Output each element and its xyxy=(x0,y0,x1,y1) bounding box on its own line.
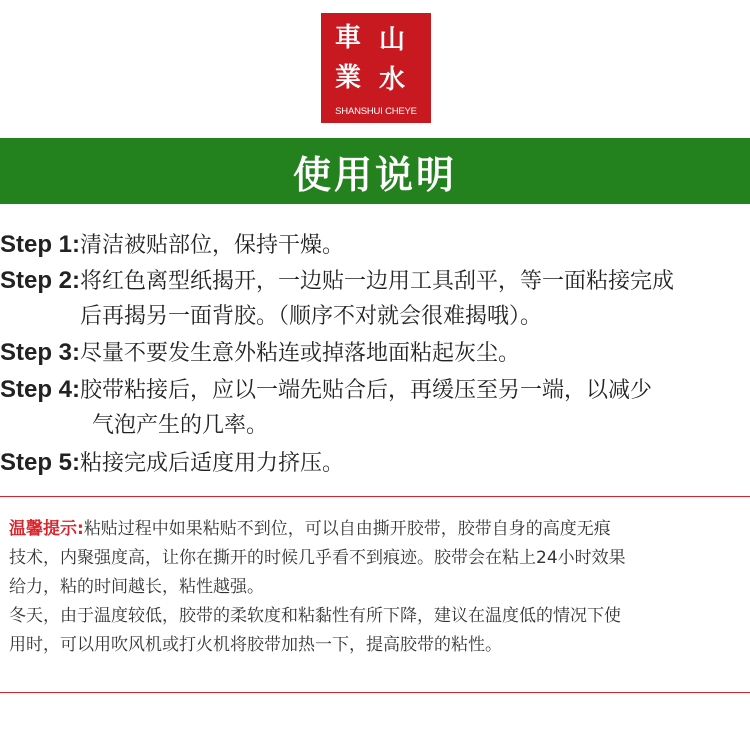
step-text: 后再揭另一面背胶。（顺序不对就会很难揭哦）。 xyxy=(80,304,543,329)
logo-char: 山 xyxy=(379,25,406,55)
logo-char: 車 xyxy=(335,23,362,53)
tip-line xyxy=(9,515,744,544)
step-label: Step 1: xyxy=(0,231,81,258)
logo-char: 水 xyxy=(379,65,406,95)
title-banner xyxy=(0,138,750,204)
tip-line: 冬天，由于温度较低，胶带的柔软度和粘黏性有所下降，建议在温度低的情况下使 xyxy=(9,606,621,626)
step-5 xyxy=(0,448,344,479)
divider-bottom xyxy=(0,692,750,693)
step-label: Step 5: xyxy=(0,449,81,476)
step-label: Step 3: xyxy=(0,339,81,366)
logo-english-text: SHANSHUI CHEYE xyxy=(335,106,417,117)
divider-top xyxy=(0,496,750,497)
step-2 xyxy=(0,266,674,297)
step-text: 粘接完成后适度用力挤压。 xyxy=(80,451,345,476)
step-label: Step 2: xyxy=(0,267,81,294)
step-4-continuation xyxy=(92,411,268,441)
logo-char: 業 xyxy=(335,63,362,93)
step-text: 清洁被贴部位，保持干燥。 xyxy=(80,233,345,258)
page-title: 使用说明 xyxy=(292,152,457,197)
step-2-continuation xyxy=(80,302,542,332)
tip-line: 用时，可以用吹风机或打火机将胶带加热一下，提高胶带的粘性。 xyxy=(9,635,502,655)
step-label: Step 4: xyxy=(0,376,81,403)
tip-line: 技术，内聚强度高，让你在撕开的时候几乎看不到痕迹。胶带会在粘上24小时效果 xyxy=(9,548,626,568)
step-text: 胶带粘接后，应以一端先贴合后，再缓压至另一端，以减少 xyxy=(80,378,653,403)
step-text: 尽量不要发生意外粘连或掉落地面粘起灰尘。 xyxy=(80,341,521,366)
step-text: 将红色离型纸揭开，一边贴一边用工具刮平，等一面粘接完成 xyxy=(80,269,675,294)
step-1 xyxy=(0,230,344,261)
brand-logo xyxy=(321,13,431,123)
tips-section xyxy=(9,515,744,660)
step-4 xyxy=(0,375,652,406)
step-text: 气泡产生的几率。 xyxy=(92,413,269,438)
tip-text: 粘贴过程中如果粘贴不到位，可以自由撕开胶带，胶带自身的高度无痕 xyxy=(83,519,611,539)
tips-title: 温馨提示: xyxy=(9,519,84,539)
tip-line: 给力，粘的时间越长，粘性越强。 xyxy=(9,577,264,597)
step-3 xyxy=(0,338,520,369)
